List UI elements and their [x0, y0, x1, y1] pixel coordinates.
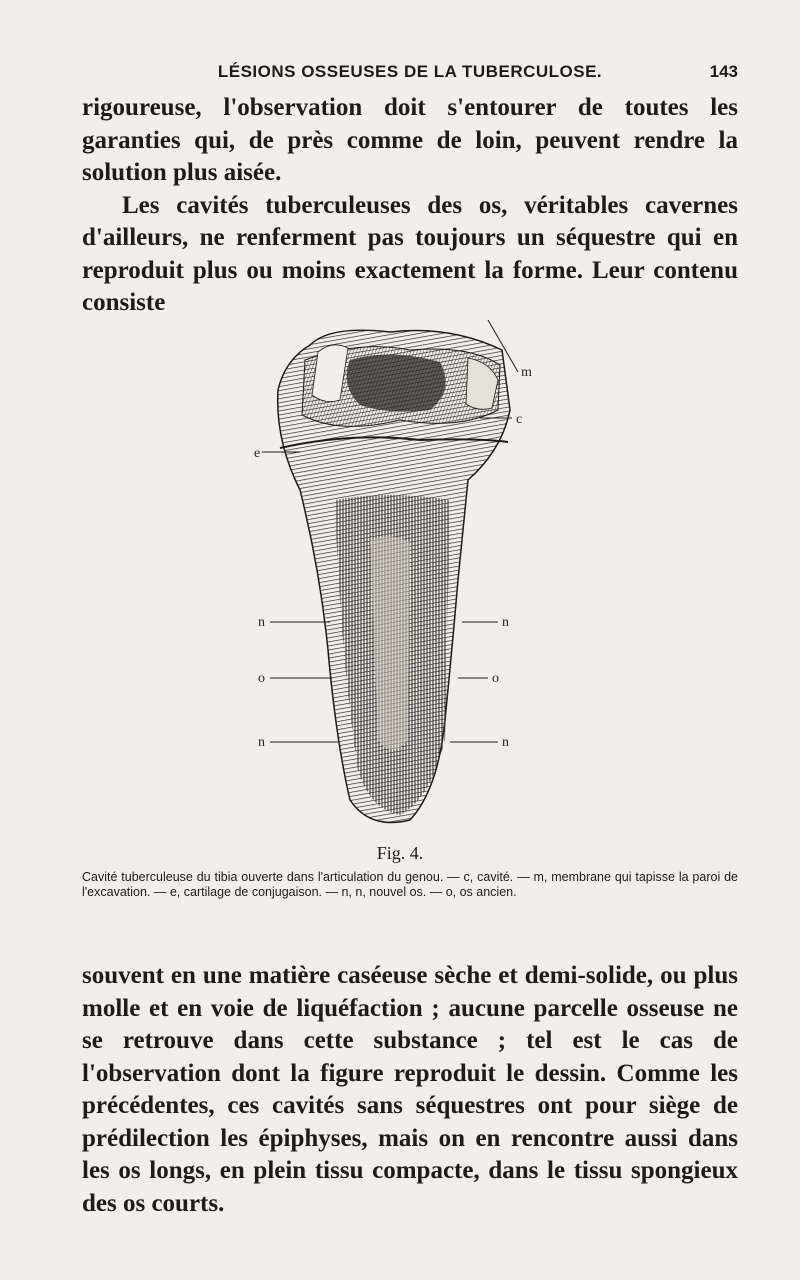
body-text-bottom: [82, 960, 738, 1220]
running-head: [82, 62, 738, 86]
body-text-top: [82, 92, 738, 320]
label-e: e: [254, 446, 261, 461]
tibia-engraving: [240, 320, 550, 840]
label-n: n: [502, 615, 509, 630]
paragraph: souvent en une matière caséeuse sèche et demi-solide, ou plus molle et en voie de liquéfaction ; aucune parcelle osseuse ne se retrouve dans cette substance ; tel est le cas de l'observation dont la figure reproduit le dessin. Comme les précédentes, ces cavités sans séquestres ont pour siège de prédilection les épiphyses, mais on en rencontre aussi dans les os longs, en plein tissu compacte, dans le tissu spongieux des os courts.: [82, 962, 738, 1217]
label-n: n: [502, 735, 509, 750]
figure-caption: Cavité tuberculeuse du tibia ouverte dans l'articulation du genou. — c, cavité. — m, membrane qui tapisse la paroi de l'excavation. — e, cartilage de conjugaison. — n, n, nouvel os. — o, os ancien.: [82, 870, 738, 899]
paragraph: Les cavités tuberculeuses des os, véritables cavernes d'ailleurs, ne renferment pas toujours un séquestre qui en reproduit plus ou moins exactement la forme. Leur contenu consiste: [82, 191, 738, 316]
label-n: n: [258, 735, 265, 750]
label-m: m: [521, 365, 532, 380]
tibia-engraving-figure: [240, 320, 550, 840]
label-c: c: [516, 412, 523, 427]
label-o: o: [258, 671, 265, 686]
cavity-interior: [347, 354, 446, 411]
running-title: LÉSIONS OSSEUSES DE LA TUBERCULOSE.: [217, 62, 603, 81]
page-number: 143: [709, 62, 738, 81]
figure-number: Fig. 4.: [376, 843, 424, 863]
label-o: o: [492, 671, 499, 686]
label-n: n: [258, 615, 265, 630]
paragraph: rigoureuse, l'observation doit s'entourer de toutes les garanties qui, de près comme de loin, peuvent rendre la solution plus aisée.: [82, 94, 738, 186]
